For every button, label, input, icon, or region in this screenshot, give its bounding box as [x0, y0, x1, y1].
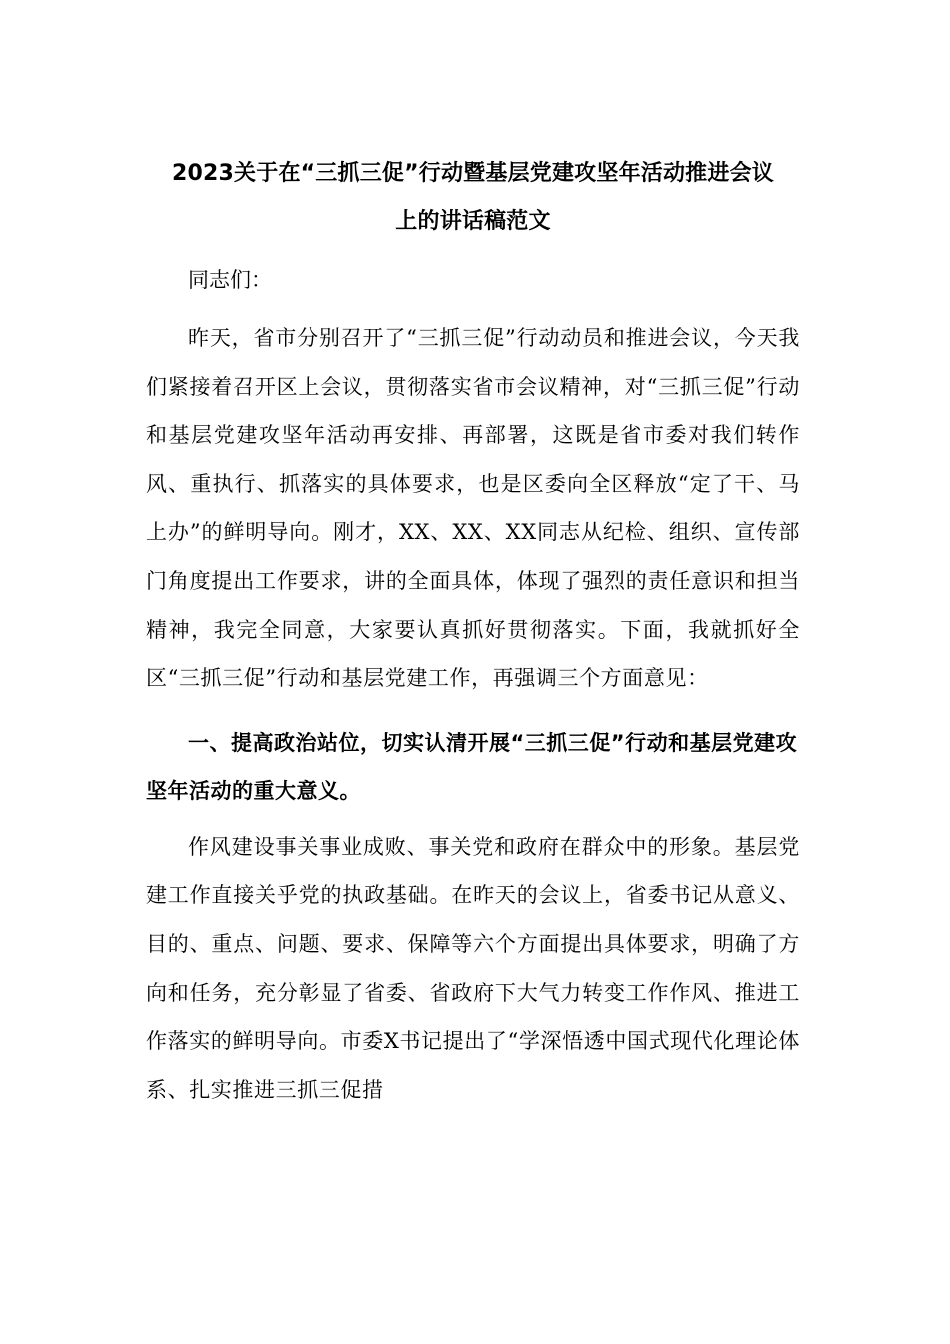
- paragraph-2: 作风建设事关事业成败、事关党和政府在群众中的形象。基层党建工作直接关乎党的执政基础。在昨天的会议上，省委书记从意义、目的、重点、问题、要求、保障等六个方面提出具体要求，明确了方向和任务，充分彰显了省委、省政府下大气力转变工作作风、推进工作落实的鲜明导向。市委X书记提出了“学深悟透中国式现代化理论体系、扎实推进三抓三促措: [146, 834, 800, 1102]
- document-title: [146, 150, 800, 246]
- greeting: 同志们：: [188, 268, 272, 292]
- paragraph-1: 昨天，省市分别召开了“三抓三促”行动动员和推进会议，今天我们紧接着召开区上会议，贯彻落实省市会议精神，对“三抓三促”行动和基层党建攻坚年活动再安排、再部署，这既是省市委对我们转作风、重执行、抓落实的具体要求，也是区委向全区释放“定了干、马上办”的鲜明导向。刚才，XX、XX、XX同志从纪检、组织、宣传部门角度提出工作要求，讲的全面具体，体现了强烈的责任意识和担当精神，我完全同意，大家要认真抓好贯彻落实。下面，我就抓好全区“三抓三促”行动和基层党建工作，再强调三个方面意见：: [146, 326, 800, 691]
- title-line-1: 2023关于在“三抓三促”行动暨基层党建攻坚年活动推进会议: [172, 161, 774, 186]
- document-body: [146, 150, 800, 1114]
- section-heading-1: 一、提高政治站位，切实认清开展“三抓三促”行动和基层党建攻坚年活动的重大意义。: [146, 730, 798, 803]
- title-line-2: 上的讲话稿范文: [395, 209, 551, 234]
